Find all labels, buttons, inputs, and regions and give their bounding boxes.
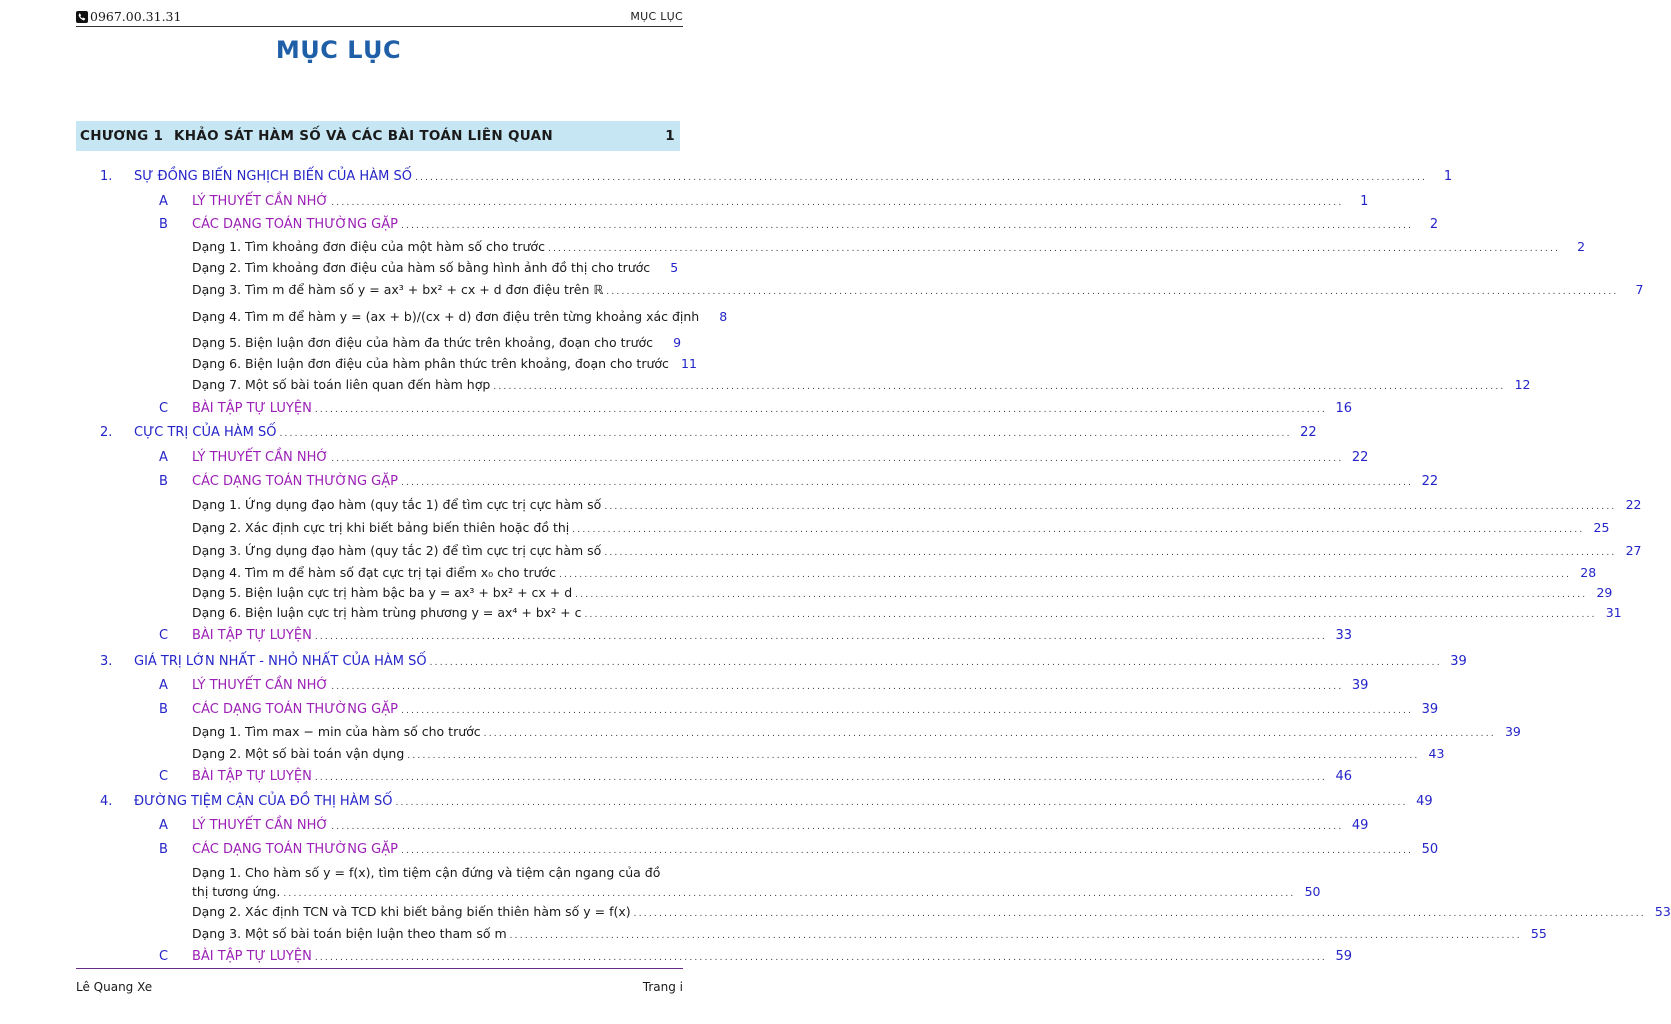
toc-entry-title: SỰ ĐỒNG BIẾN NGHỊCH BIẾN CỦA HÀM SỐ: [134, 169, 412, 184]
toc-entry[interactable]: [159, 818, 1369, 833]
toc-entry-page: 50: [1421, 842, 1439, 857]
phone-number: [76, 9, 181, 24]
toc-entry[interactable]: [159, 769, 1352, 784]
toc-leader-dots: ........................................................................................................................................................................................................: [559, 570, 1572, 580]
toc-entry-page: 2: [1577, 239, 1586, 254]
toc-entry[interactable]: [192, 565, 1597, 580]
toc-entry-number: A: [159, 818, 168, 833]
page-header: [76, 9, 683, 27]
toc-entry-page: 22: [1300, 425, 1317, 440]
toc-entry-title: Dạng 6. Biện luận đơn điệu của hàm phân thức trên khoảng, đoạn cho trước: [192, 356, 669, 371]
toc-leader-dots: ........................................................................................................................................................................................................: [279, 429, 1292, 439]
toc-entry-title: Dạng 5. Biện luận cực trị hàm bậc ba y = ax³ + bx² + cx + d: [192, 585, 573, 600]
toc-entry-title: LÝ THUYẾT CẦN NHỚ: [192, 818, 329, 833]
page-footer: [76, 968, 683, 994]
toc-entry-page: 59: [1335, 949, 1352, 964]
toc-entry-page: 53: [1654, 904, 1671, 919]
toc-entry[interactable]: [192, 497, 1642, 512]
toc-entry-title: Dạng 5. Biện luận đơn điệu của hàm đa thức trên khoảng, đoạn cho trước: [192, 335, 654, 350]
toc-entry[interactable]: [159, 450, 1369, 465]
toc-leader-dots: ........................................................................................................................................................................................................: [493, 382, 1506, 392]
chapter-page: 1: [665, 128, 675, 144]
toc-entry-number: C: [159, 401, 169, 416]
toc-entry-number: B: [159, 217, 168, 232]
toc-entry[interactable]: [159, 401, 1352, 416]
toc-entry-page: 1: [1360, 194, 1369, 209]
toc-entry[interactable]: [159, 628, 1352, 643]
toc-entry[interactable]: [100, 794, 1433, 809]
toc-entry-number: B: [159, 842, 168, 857]
toc-entry-page: 55: [1530, 926, 1547, 941]
toc-entry-number: 4.: [100, 794, 113, 809]
toc-entry-title: Dạng 4. Tìm m để hàm số đạt cực trị tại điểm x₀ cho trước: [192, 565, 557, 580]
toc-leader-dots: ........................................................................................................................................................................................................: [606, 287, 1619, 297]
toc-entry-number: 2.: [100, 425, 113, 440]
toc-entry-title: BÀI TẬP TỰ LUYỆN: [192, 949, 312, 964]
toc-entry-page: 49: [1416, 794, 1433, 809]
toc-entry[interactable]: [192, 904, 1671, 919]
toc-entry-number: 3.: [100, 654, 113, 669]
toc-entry-page: 39: [1450, 654, 1467, 669]
toc-entry-page: 12: [1514, 377, 1531, 392]
toc-leader-dots: ........................................................................................................................................................................................................: [331, 454, 1344, 464]
toc-entry-page: 39: [1421, 702, 1439, 717]
toc-leader-dots: ........................................................................................................................................................................................................: [584, 610, 1597, 620]
toc-entry-title: BÀI TẬP TỰ LUYỆN: [192, 628, 312, 643]
toc-entry-title: CÁC DẠNG TOÁN THƯỜNG GẶP: [192, 217, 398, 232]
toc-entry-number: A: [159, 450, 168, 465]
toc-entry-title: Dạng 7. Một số bài toán liên quan đến hàm hợp: [192, 377, 491, 392]
toc-entry[interactable]: [192, 865, 676, 880]
toc-entry-number: A: [159, 194, 168, 209]
toc-entry[interactable]: [100, 654, 1467, 669]
toc-entry-title: LÝ THUYẾT CẦN NHỚ: [192, 450, 329, 465]
toc-entry-page: 16: [1335, 401, 1352, 416]
toc-entry-number: 1.: [100, 169, 113, 184]
toc-entry-title: Dạng 3. Tìm m để hàm số y = ax³ + bx² + cx + d đơn điệu trên ℝ: [192, 282, 604, 297]
toc-leader-dots: ........................................................................................................................................................................................................: [283, 889, 1296, 899]
toc-entry[interactable]: [100, 425, 1317, 440]
toc-entry[interactable]: [192, 605, 1622, 620]
toc-entry-title: CÁC DẠNG TOÁN THƯỜNG GẶP: [192, 842, 398, 857]
phone-icon: [76, 11, 88, 23]
toc-entry[interactable]: [192, 543, 1642, 558]
toc-entry-title: Dạng 4. Tìm m để hàm y = (ax + b)/(cx + d) đơn điệu trên từng khoảng xác định: [192, 309, 700, 324]
toc-entry-title: Dạng 2. Một số bài toán vận dụng: [192, 746, 405, 761]
toc-entry-title: ĐƯỜNG TIỆM CẬN CỦA ĐỒ THỊ HÀM SỐ: [134, 794, 393, 809]
toc-entry-page: 49: [1351, 818, 1369, 833]
toc-entry-title: CỰC TRỊ CỦA HÀM SỐ: [134, 425, 277, 440]
toc-leader-dots: ........................................................................................................................................................................................................: [575, 590, 1588, 600]
toc-entry-title: LÝ THUYẾT CẦN NHỚ: [192, 678, 329, 693]
toc-entry[interactable]: [192, 884, 1321, 899]
phone-text: 0967.00.31.31: [90, 9, 182, 24]
toc-entry-page: 8: [719, 309, 728, 324]
toc-leader-dots: ........................................................................................................................................................................................................: [400, 221, 1414, 231]
page-title: MỤC LỤC: [275, 36, 402, 64]
toc-entry[interactable]: [192, 724, 1521, 739]
toc-entry-title: Dạng 6. Biện luận cực trị hàm trùng phương y = ax⁴ + bx² + c: [192, 605, 582, 620]
toc-entry-page: 25: [1593, 520, 1610, 535]
toc-entry-title: LÝ THUYẾT CẦN NHỚ: [192, 194, 329, 209]
chapter-title: KHẢO SÁT HÀM SỐ VÀ CÁC BÀI TOÁN LIÊN QUAN: [174, 128, 553, 144]
toc-entry-number: C: [159, 769, 169, 784]
toc-entry-page: 22: [1625, 497, 1642, 512]
footer-author: Lê Quang Xe: [76, 980, 153, 994]
toc-entry[interactable]: [192, 585, 1613, 600]
chapter-row[interactable]: [76, 121, 680, 151]
toc-entry-number: C: [159, 949, 169, 964]
toc-leader-dots: ........................................................................................................................................................................................................: [407, 751, 1420, 761]
toc-entry[interactable]: [192, 356, 697, 371]
toc-entry[interactable]: [192, 926, 1547, 941]
toc-entry-page: 50: [1304, 884, 1321, 899]
toc-entry[interactable]: [192, 260, 679, 275]
toc-entry-page: 9: [673, 335, 682, 350]
toc-leader-dots: ........................................................................................................................................................................................................: [314, 405, 1327, 415]
toc-entry[interactable]: [192, 377, 1531, 392]
toc-entry-page: 29: [1596, 585, 1613, 600]
toc-entry[interactable]: [159, 474, 1439, 489]
toc-entry[interactable]: [159, 702, 1439, 717]
toc-entry-page: 46: [1335, 769, 1352, 784]
toc-entry-title: Dạng 1. Tìm khoảng đơn điệu của một hàm số cho trước: [192, 239, 545, 254]
toc-entry-number: B: [159, 474, 168, 489]
toc-entry-title: CÁC DẠNG TOÁN THƯỜNG GẶP: [192, 474, 398, 489]
toc-entry[interactable]: [159, 194, 1369, 209]
toc-leader-dots: ........................................................................................................................................................................................................: [429, 658, 1442, 668]
toc-entry-page: 39: [1504, 724, 1521, 739]
toc-entry-number: B: [159, 702, 168, 717]
toc-entry-page: 39: [1351, 678, 1369, 693]
toc-leader-dots: ........................................................................................................................................................................................................: [331, 198, 1344, 208]
toc-entry-title: Dạng 1. Ứng dụng đạo hàm (quy tắc 1) để tìm cực trị cực hàm số: [192, 497, 602, 512]
toc-entry-title: Dạng 3. Một số bài toán biện luận theo tham số m: [192, 926, 507, 941]
toc-leader-dots: ........................................................................................................................................................................................................: [314, 632, 1327, 642]
toc-entry-title: thị tương ứng.: [192, 884, 281, 899]
toc-entry-title: BÀI TẬP TỰ LUYỆN: [192, 769, 312, 784]
toc-entry-title: Dạng 2. Tìm khoảng đơn điệu của hàm số bằng hình ảnh đồ thị cho trước: [192, 260, 651, 275]
toc-entry-title: GIÁ TRỊ LỚN NHẤT - NHỎ NHẤT CỦA HÀM SỐ: [134, 654, 427, 669]
toc-entry-page: 22: [1351, 450, 1369, 465]
toc-leader-dots: ........................................................................................................................................................................................................: [331, 822, 1344, 832]
toc-entry-page: 43: [1428, 746, 1445, 761]
running-title: MỤC LỤC: [630, 10, 683, 23]
toc-entry-number: C: [159, 628, 169, 643]
toc-entry[interactable]: [192, 746, 1445, 761]
toc-entry-page: 22: [1421, 474, 1439, 489]
toc-leader-dots: ........................................................................................................................................................................................................: [400, 846, 1414, 856]
toc-leader-dots: ........................................................................................................................................................................................................: [547, 244, 1561, 254]
toc-entry-page: 27: [1625, 543, 1642, 558]
toc-entry[interactable]: [100, 169, 1453, 184]
toc-entry[interactable]: [159, 217, 1439, 232]
toc-leader-dots: ........................................................................................................................................................................................................: [314, 953, 1327, 963]
toc-entry-page: 5: [670, 260, 679, 275]
toc-entry-page: 1: [1443, 169, 1453, 184]
toc-entry[interactable]: [192, 239, 1586, 254]
toc-entry-title: CÁC DẠNG TOÁN THƯỜNG GẶP: [192, 702, 398, 717]
toc-leader-dots: ........................................................................................................................................................................................................: [414, 173, 1428, 183]
toc-entry[interactable]: [192, 520, 1610, 535]
toc-leader-dots: ........................................................................................................................................................................................................: [400, 706, 1414, 716]
toc-entry-page: 2: [1429, 217, 1439, 232]
toc-leader-dots: ........................................................................................................................................................................................................: [331, 682, 1344, 692]
toc-entry-page: 11: [681, 356, 697, 371]
toc-entry-title: Dạng 2. Xác định TCN và TCD khi biết bảng biến thiên hàm số y = f(x): [192, 904, 631, 919]
toc-entry-title: Dạng 1. Cho hàm số y = f(x), tìm tiệm cận đứng và tiệm cận ngang của đồ: [192, 865, 661, 880]
toc-leader-dots: ........................................................................................................................................................................................................: [483, 729, 1496, 739]
toc-entry-number: A: [159, 678, 168, 693]
toc-leader-dots: ........................................................................................................................................................................................................: [509, 931, 1522, 941]
toc-leader-dots: ........................................................................................................................................................................................................: [633, 909, 1646, 919]
toc-entry[interactable]: [192, 309, 728, 324]
toc-leader-dots: ........................................................................................................................................................................................................: [572, 525, 1585, 535]
toc-entry[interactable]: [192, 335, 682, 350]
toc-leader-dots: ........................................................................................................................................................................................................: [314, 773, 1327, 783]
toc-entry-title: BÀI TẬP TỰ LUYỆN: [192, 401, 312, 416]
toc-entry[interactable]: [159, 949, 1352, 964]
toc-leader-dots: ........................................................................................................................................................................................................: [400, 478, 1414, 488]
toc-entry-page: 7: [1635, 282, 1644, 297]
toc-entry-title: Dạng 1. Tìm max − min của hàm số cho trước: [192, 724, 481, 739]
toc-entry-page: 28: [1580, 565, 1597, 580]
footer-page-number: Trang i: [642, 980, 683, 994]
toc-leader-dots: ........................................................................................................................................................................................................: [395, 798, 1408, 808]
toc-entry-title: Dạng 2. Xác định cực trị khi biết bảng biến thiên hoặc đồ thị: [192, 520, 570, 535]
toc-entry-page: 31: [1605, 605, 1622, 620]
toc-entry-page: 33: [1335, 628, 1352, 643]
chapter-label: CHƯƠNG 1: [80, 128, 164, 144]
toc-entry[interactable]: [159, 842, 1439, 857]
toc-leader-dots: ........................................................................................................................................................................................................: [604, 502, 1617, 512]
toc-entry[interactable]: [159, 678, 1369, 693]
toc-entry-title: Dạng 3. Ứng dụng đạo hàm (quy tắc 2) để tìm cực trị cực hàm số: [192, 543, 602, 558]
toc-leader-dots: ........................................................................................................................................................................................................: [604, 548, 1617, 558]
toc-entry[interactable]: [192, 282, 1644, 297]
